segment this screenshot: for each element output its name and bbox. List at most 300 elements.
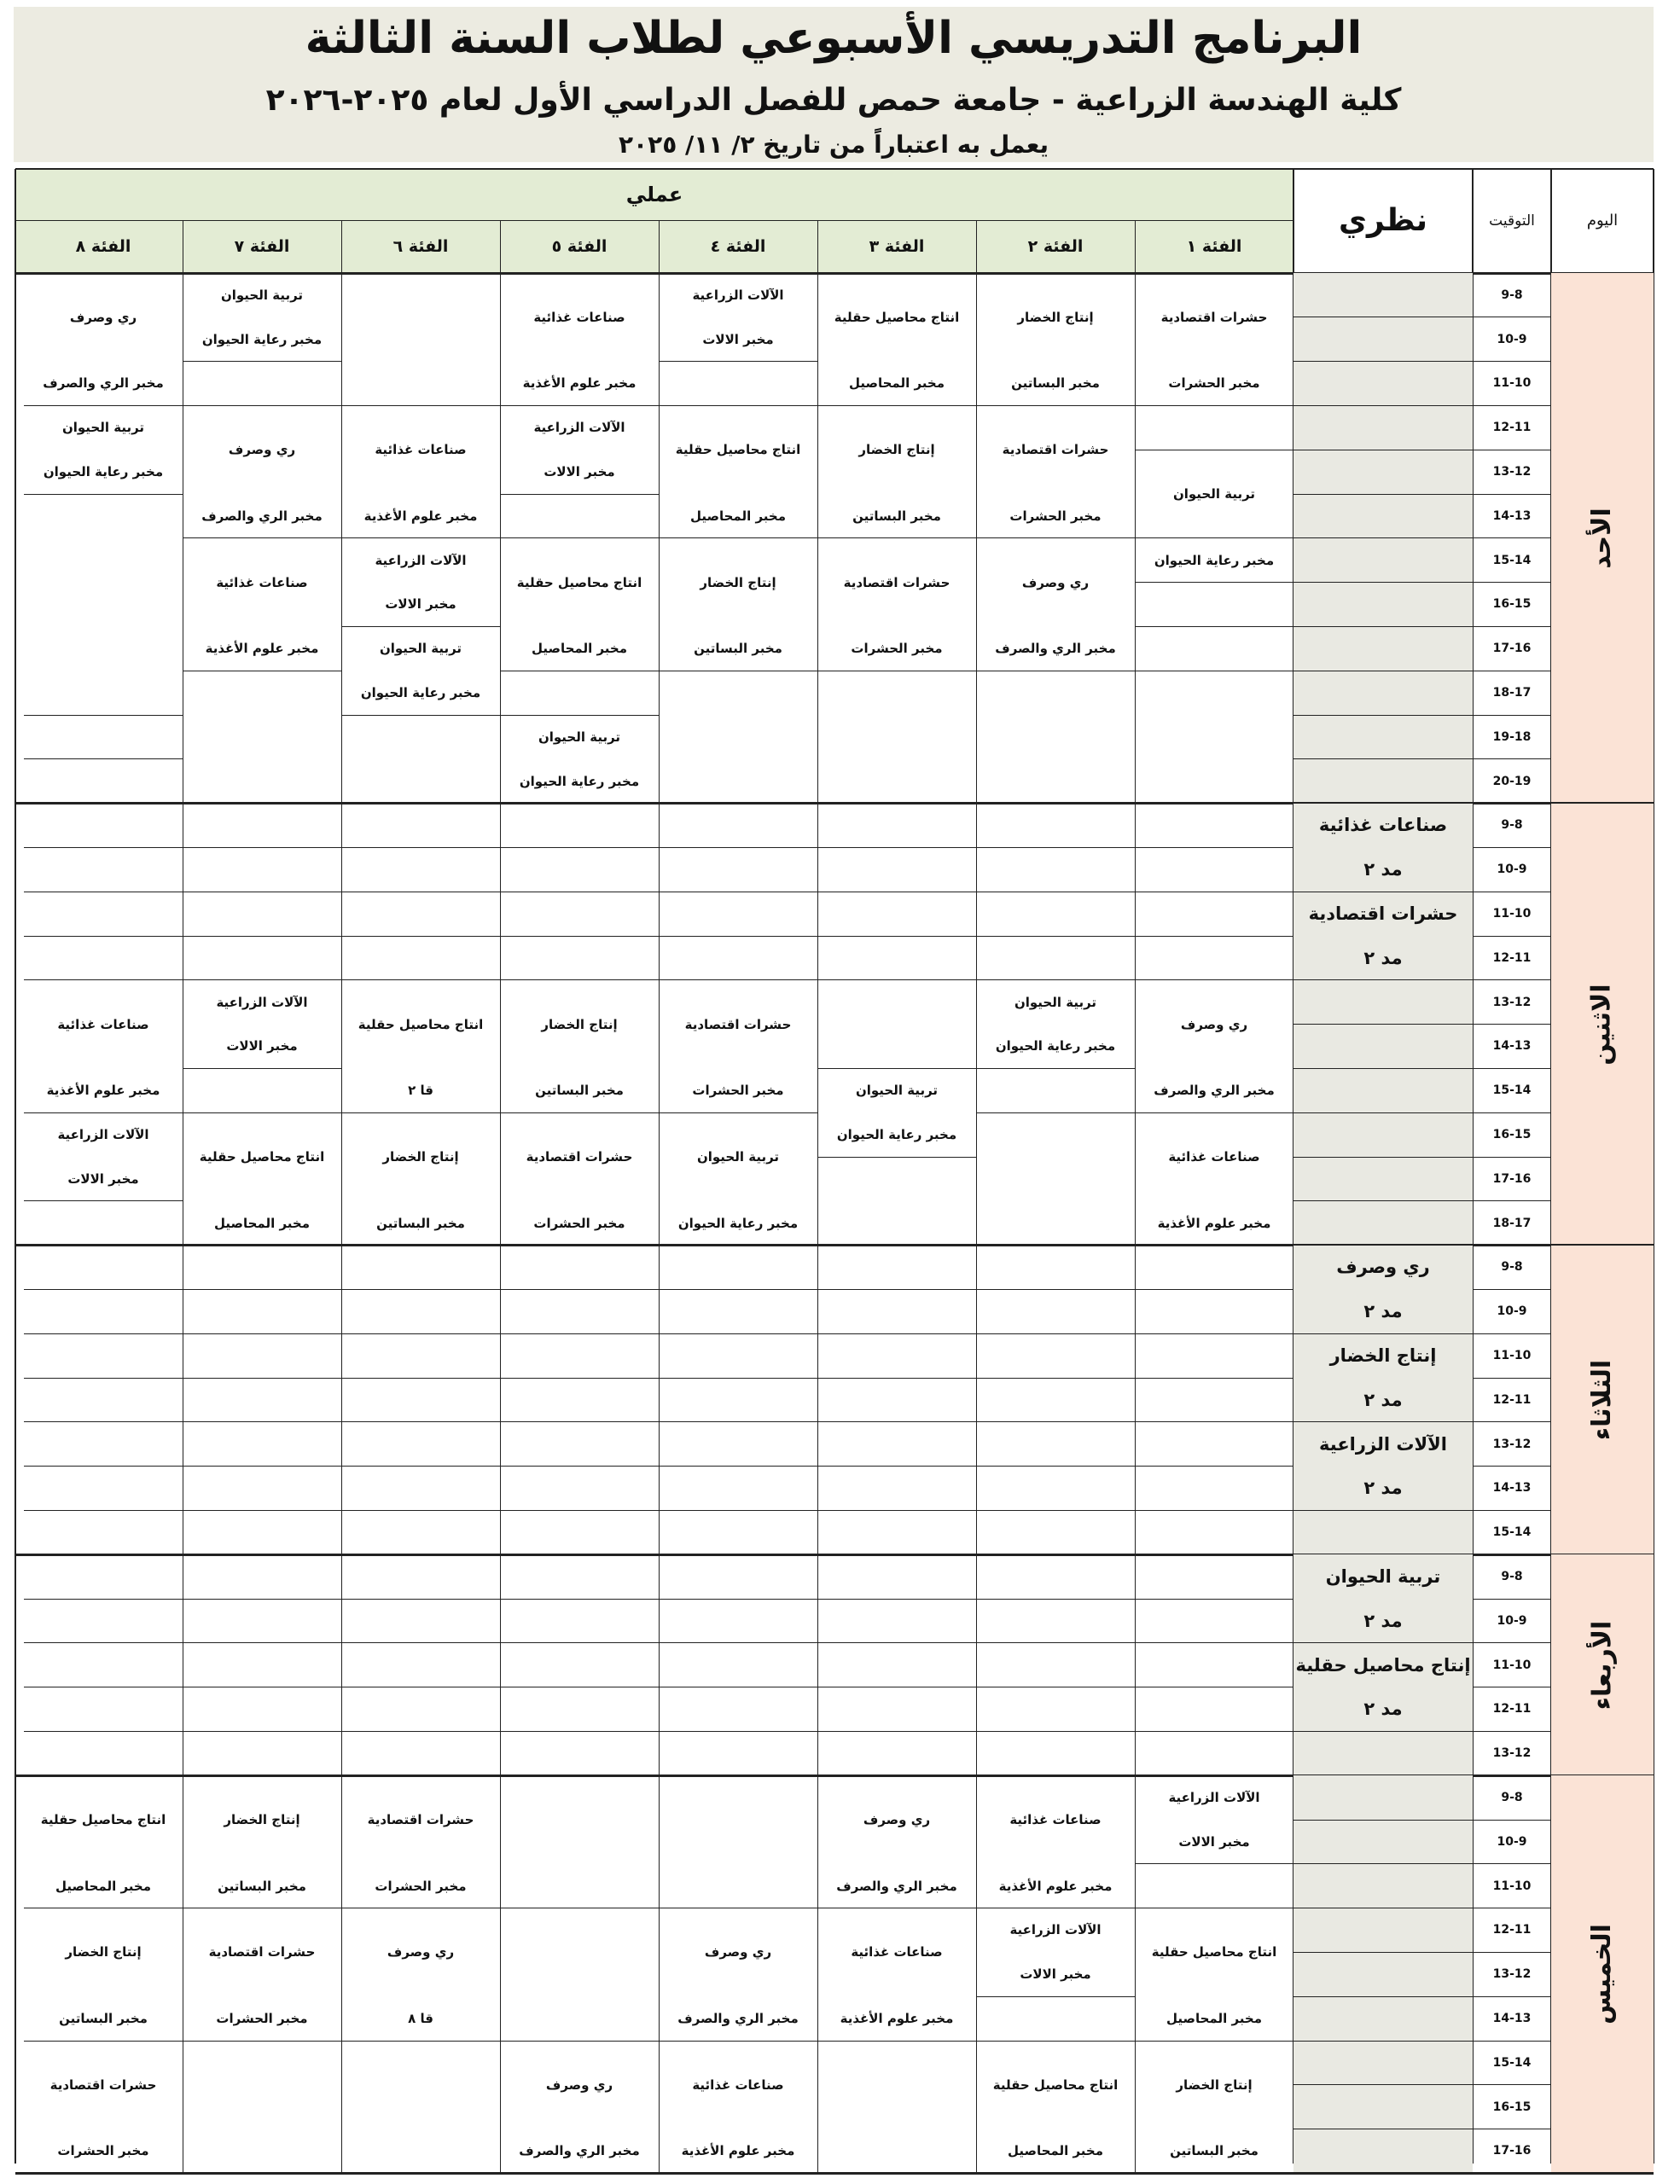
grid-line [1473,494,1551,495]
grid-line [1135,1731,1293,1732]
lab-name: مخبر البساتين [694,641,782,657]
grid-line [817,1775,818,2173]
grid-line [1473,1378,1551,1379]
grid-line [976,1246,977,1555]
grid-line [341,537,500,538]
grid-line [1473,715,1551,716]
course-name: صناعات غذائية [216,574,308,590]
grid-line [500,537,659,538]
grid-line [24,1333,183,1334]
grid-line [1293,2084,1473,2085]
grid-line [24,494,183,495]
grid-line [183,1599,341,1600]
grid-line [1293,1200,1473,1201]
course-name: صناعات غذائية [851,1944,943,1960]
lab-name: مخبر رعاية الحيوان [201,331,323,347]
grid-line [500,1289,659,1290]
grid-line [1135,1554,1293,1555]
course-name: حشرات اقتصادية [843,574,950,590]
grid-line [1473,1775,1551,1776]
course-name: إنتاج الخضار [1017,309,1094,325]
time-slot: 10-9 [1497,1613,1527,1628]
lab-name: مخبر الحشرات [1168,375,1260,392]
time-slot: 11-10 [1492,1658,1532,1672]
grid-line [659,804,660,1246]
theory-room: مد ٢ [1363,859,1403,880]
lab-name: مخبر الالات [544,464,615,480]
grid-line [341,1554,500,1555]
grid-line [659,1378,817,1379]
course-name: ري وصرف [545,2077,613,2093]
grid-line [1135,936,1293,937]
theory-course: ري وصرف [1336,1257,1430,1278]
lab-name: مخبر الحشرات [375,1878,467,1894]
grid-line [341,847,500,848]
grid-line [976,1068,1135,1069]
grid-line [659,979,817,980]
grid-line [659,936,817,937]
grid-line [24,847,183,848]
grid-line [341,1642,500,1643]
grid-line [659,1510,817,1511]
course-name: الآلات الزراعية [533,420,625,436]
grid-line [500,1421,659,1422]
grid-line [976,936,1135,937]
grid-line [817,1554,976,1555]
group-header: الفئة ٤ [710,237,766,256]
grid-line [500,803,659,804]
grid-line [15,169,16,2164]
course-name: حشرات اقتصادية [49,2077,157,2093]
course-name: الآلات الزراعية [375,552,467,568]
grid-line [500,1112,659,1113]
lab-name: مخبر البساتين [376,1215,465,1231]
course-name: إنتاج الخضار [382,1148,459,1165]
grid-line [500,1333,659,1334]
grid-line [1293,1863,1473,1864]
grid-line [1473,537,1551,538]
grid-line [1473,758,1551,759]
grid-line [659,1112,817,1113]
grid-line [1473,803,1551,804]
grid-line [1135,537,1293,538]
grid-line [1293,361,1473,362]
grid-line [1135,1112,1293,1113]
grid-line [183,537,341,538]
grid-line [659,1421,817,1422]
course-name: صناعات غذائية [533,309,625,325]
course-name: انتاج محاصيل حقلية [516,574,642,590]
grid-line [24,1642,183,1643]
grid-line [976,979,1135,980]
grid-line [817,847,976,848]
time-slot: 13-12 [1492,1746,1532,1761]
time-slot: 9-8 [1501,1260,1523,1275]
course-name: تربية الحيوان [1014,994,1097,1010]
grid-line [976,1731,1135,1732]
lab-name: مخبر البساتين [218,1878,306,1894]
effective-date: يعمل به اعتباراً من تاريخ ٢/ ١١/ ٢٠٢٥ [618,131,1049,159]
course-name: انتاج محاصيل حقلية [199,1148,325,1165]
grid-line [817,1378,976,1379]
lab-name: مخبر الالات [226,1038,298,1054]
grid-line [24,715,183,716]
grid-line [183,1378,341,1379]
time-slot: 18-17 [1492,1216,1532,1230]
grid-line [24,1554,183,1555]
title-block [14,7,1654,162]
grid-line [1473,1642,1551,1643]
grid-line [976,1245,1135,1246]
grid-line [183,1245,341,1246]
lab-name: مخبر علوم الأغذية [840,2011,954,2027]
grid-line [659,1245,817,1246]
lab-name: مخبر البساتين [59,2011,148,2027]
grid-line [1473,1952,1551,1953]
course-name: حشرات اقتصادية [208,1944,316,1960]
grid-line [976,1642,1135,1643]
grid-line [1135,405,1293,406]
grid-line [1135,1510,1293,1511]
grid-line [341,803,500,804]
time-slot: 16-15 [1492,597,1532,612]
course-name: انتاج محاصيل حقلية [40,1811,166,1827]
group-header: الفئة ٣ [869,237,925,256]
grid-line [976,1333,1135,1334]
grid-line [976,1466,1135,1467]
day-label: الثلاثاء [1587,1359,1618,1441]
grid-line [341,1466,500,1467]
grid-line [1135,220,1136,273]
grid-line [500,2041,659,2042]
lab-name: مخبر رعاية الحيوان [836,1127,957,1143]
grid-line [24,1510,183,1511]
grid-line [1135,1775,1293,1776]
grid-line [1293,1333,1473,1334]
grid-line [659,1246,660,1555]
grid-line [976,1378,1135,1379]
lab-name: مخبر الري والصرف [836,1878,957,1894]
grid-line [976,847,1135,848]
grid-line [1135,1642,1293,1643]
time-slot: 13-12 [1492,995,1532,1009]
theory-course: إنتاج محاصيل حقلية [1295,1654,1471,1676]
lab-name: مخبر البساتين [1170,2143,1259,2159]
grid-line [659,1333,817,1334]
grid-line [1293,582,1473,583]
grid-line [183,1333,341,1334]
grid-line [976,405,1135,406]
lab-name: مخبر المحاصيل [689,508,787,524]
lab-name: مخبر الري والصرف [43,375,164,392]
practical-header: عملي [625,183,683,206]
grid-line [1473,1466,1551,1467]
grid-line [500,936,659,937]
grid-line [24,758,183,759]
lab-name: قا ٨ [408,2011,433,2027]
grid-line [1293,405,1473,406]
grid-line [976,1112,1135,1113]
grid-line [24,1731,183,1732]
lab-name: مخبر الري والصرف [1154,1083,1275,1099]
grid-line [659,537,817,538]
time-slot: 14-13 [1492,1481,1532,1496]
grid-line [1135,582,1293,583]
grid-line [817,273,976,274]
grid-line [341,1378,500,1379]
course-name: الآلات الزراعية [1009,1922,1102,1938]
grid-line [976,1775,977,2173]
course-name: صناعات غذائية [57,1016,149,1032]
course-name: تربية الحيوان [855,1083,939,1099]
group-header: الفئة ١ [1186,237,1242,256]
schedule-table [15,169,1654,2164]
grid-line [1135,2041,1293,2042]
theory-room: مد ٢ [1363,1389,1403,1410]
lab-name: مخبر رعاية الحيوان [43,464,164,480]
day-header: اليوم [1586,212,1619,229]
grid-line [1293,979,1473,980]
theory-course: حشرات اقتصادية [1308,903,1458,925]
time-slot: 13-12 [1492,1967,1532,1982]
lab-name: مخبر رعاية الحيوان [519,773,640,789]
grid-line [500,405,659,406]
grid-line [659,847,817,848]
time-slot: 17-16 [1492,642,1532,656]
course-name: تربية الحيوان [220,287,304,303]
grid-line [1135,1378,1293,1379]
grid-line [817,936,976,937]
grid-line [183,361,341,362]
time-slot: 14-13 [1492,1039,1532,1054]
grid-line [183,1642,341,1643]
grid-line [817,273,818,804]
lab-name: مخبر علوم الأغذية [1157,1215,1271,1231]
grid-line [1473,1421,1551,1422]
lab-name: مخبر الحشرات [533,1215,625,1231]
grid-line [500,1775,659,1776]
grid-line [817,405,976,406]
grid-line [817,220,818,273]
grid-line [1473,1112,1551,1113]
time-slot: 12-11 [1492,1392,1532,1407]
grid-line [341,979,500,980]
course-name: صناعات غذائية [692,2077,784,2093]
time-slot: 17-16 [1492,2144,1532,2158]
grid-line [341,626,500,627]
group-header: الفئة ٦ [392,237,449,256]
grid-line [24,1245,183,1246]
theory-course: صناعات غذائية [1318,815,1448,836]
grid-line [1473,626,1551,627]
course-name: ري وصرف [228,442,296,458]
grid-line [24,1289,183,1290]
lab-name: مخبر علوم الأغذية [46,1083,160,1099]
grid-line [817,1068,976,1069]
lab-name: مخبر الالات [702,331,774,347]
theory-room: مد ٢ [1363,947,1403,968]
course-name: الآلات الزراعية [216,994,308,1010]
day-name [1551,804,1654,1246]
grid-line [817,1245,976,1246]
lab-name: مخبر الالات [1020,1966,1091,1983]
grid-line [500,715,659,716]
grid-line [817,537,976,538]
time-slot: 15-14 [1492,2055,1532,2070]
grid-line [15,220,1293,221]
grid-line [1293,1068,1473,1069]
lab-name: مخبر الري والصرف [201,508,323,524]
grid-line [341,1245,500,1246]
course-name: تربية الحيوان [379,641,462,657]
grid-line [500,1245,659,1246]
time-slot: 20-19 [1492,774,1532,788]
grid-line [341,1289,500,1290]
lab-name: مخبر علوم الأغذية [522,375,637,392]
grid-line [1293,1421,1473,1422]
grid-line [976,537,1135,538]
grid-line [817,1421,976,1422]
grid-line [500,220,501,273]
grid-line [183,2041,341,2042]
day-label: الاثنين [1587,983,1618,1066]
grid-line [341,405,500,406]
grid-line [1473,405,1551,406]
grid-line [1293,1510,1473,1511]
grid-line [1293,1024,1473,1025]
grid-line [1473,1996,1551,1997]
grid-line [341,1510,500,1511]
grid-line [24,1421,183,1422]
grid-line [659,1466,817,1467]
day-name [1551,273,1654,804]
time-slot: 18-17 [1492,686,1532,700]
time-slot: 9-8 [1501,818,1523,833]
grid-line [341,715,500,716]
grid-line [1293,537,1473,538]
time-slot: 14-13 [1492,508,1532,523]
grid-line [1293,494,1473,495]
grid-line [341,220,342,273]
grid-line [817,1466,976,1467]
time-slot: 12-11 [1492,421,1532,435]
time-slot: 19-18 [1492,729,1532,744]
grid-line [1473,1820,1551,1821]
course-name: ري وصرف [1021,574,1090,590]
theory-room: مد ٢ [1363,1478,1403,1499]
grid-line [1293,1952,1473,1953]
grid-line [817,1333,976,1334]
grid-line [817,1157,976,1158]
grid-line [183,1554,341,1555]
time-slot: 15-14 [1492,1525,1532,1540]
grid-line [500,1775,501,2173]
course-name: ري وصرف [69,309,137,325]
course-name: صناعات غذائية [375,442,467,458]
grid-line [24,1775,183,1776]
lab-name: مخبر المحاصيل [1166,2011,1263,2027]
grid-line [1473,979,1551,980]
course-name: إنتاج الخضار [224,1811,300,1827]
grid-line [1293,1642,1473,1643]
grid-line [24,1599,183,1600]
grid-line [341,2041,500,2042]
grid-line [659,361,817,362]
course-name: ري وصرف [863,1811,931,1827]
lab-name: قا ٢ [408,1083,433,1099]
grid-line [659,220,660,273]
grid-line [1473,1024,1551,1025]
grid-line [976,1775,1135,1776]
grid-line [659,1775,817,1776]
grid-line [976,220,977,273]
grid-line [659,1289,817,1290]
time-slot: 11-10 [1492,376,1532,391]
grid-line [341,1775,342,2173]
grid-line [341,1731,500,1732]
grid-line [976,803,1135,804]
grid-line [1135,1863,1293,1864]
time-header: التوقيت [1489,212,1535,229]
grid-line [659,2041,817,2042]
grid-line [1293,2041,1473,2042]
grid-line [341,273,500,274]
time-slot: 9-8 [1501,1791,1523,1805]
grid-line [1135,273,1136,804]
grid-line [659,1731,817,1732]
grid-line [500,1378,659,1379]
grid-line [1473,847,1551,848]
grid-line [183,1289,341,1290]
grid-line [1135,847,1293,848]
time-slot: 12-11 [1492,1923,1532,1937]
lab-name: مخبر رعاية الحيوان [677,1215,799,1231]
grid-line [817,1510,976,1511]
grid-line [817,1731,976,1732]
lab-name: مخبر المحاصيل [55,1878,152,1894]
course-name: إنتاج الخضار [541,1016,618,1032]
course-name: انتاج محاصيل حقلية [1151,1944,1277,1960]
grid-line [976,1510,1135,1511]
grid-line [24,979,183,980]
grid-line [183,1421,341,1422]
grid-line [1135,1289,1293,1290]
grid-line [24,1112,183,1113]
grid-line [976,273,977,804]
grid-line [1473,1245,1551,1246]
course-name: الآلات الزراعية [1168,1790,1260,1806]
grid-line [341,936,500,937]
lab-name: مخبر المحاصيل [848,375,945,392]
course-name: ري وصرف [1180,1016,1248,1032]
course-name: ري وصرف [704,1944,772,1960]
lab-name: مخبر علوم الأغذية [998,1878,1113,1894]
lab-name: مخبر الحشرات [851,641,943,657]
time-slot: 13-12 [1492,465,1532,479]
grid-line [659,405,817,406]
grid-line [500,1510,659,1511]
grid-line [500,1554,501,1775]
course-name: حشرات اقتصادية [526,1148,633,1165]
lab-name: مخبر علوم الأغذية [363,508,478,524]
grid-line [341,1775,500,1776]
course-name: إنتاج الخضار [858,442,935,458]
time-slot: 16-15 [1492,2100,1532,2114]
time-slot: 10-9 [1497,332,1527,346]
grid-line [1473,582,1551,583]
grid-line [500,1642,659,1643]
course-name: صناعات غذائية [1009,1811,1102,1827]
